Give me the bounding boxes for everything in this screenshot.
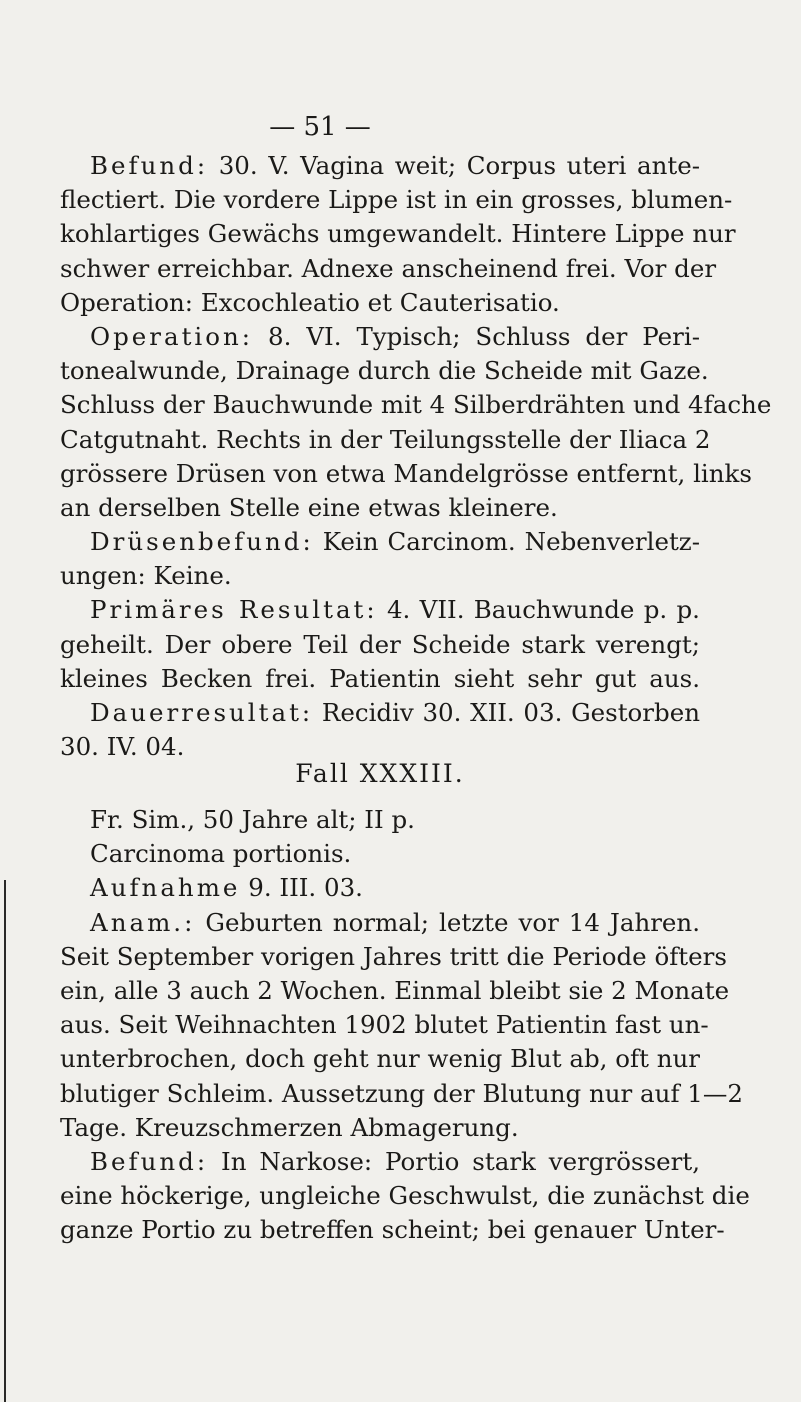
text-line: grössere Drüsen von etwa Mandelgrösse entfernt, links (60, 458, 752, 488)
text-line: blutiger Schleim. Aussetzung der Blutung nur auf 1—2 (60, 1078, 743, 1108)
primaeres-resultat-label: Primäres Resultat: (90, 595, 378, 625)
text-line (60, 1145, 700, 1179)
text-span: Recidiv 30. XII. 03. Gestorben (321, 698, 700, 727)
befund-label: Befund: (90, 1146, 209, 1176)
text-line (60, 593, 700, 627)
text-span: 30. V. Vagina weit; Corpus uteri ante- (218, 151, 700, 180)
text-span: In Narkose: Portio stark vergrössert, (221, 1146, 700, 1176)
text-line: tonealwunde, Drainage durch die Scheide mit Gaze. (60, 356, 709, 386)
text-line: Seit September vorigen Jahres tritt die Periode öfters (60, 941, 727, 971)
text-span: 8. VI. Typisch; Schluss der Peri- (268, 321, 700, 351)
text-line: kohlartiges Gewächs umgewandelt. Hintere Lippe nur (60, 219, 736, 249)
text-line: unterbrochen, doch geht nur wenig Blut ab, oft nur (60, 1044, 700, 1074)
text-line (60, 525, 700, 559)
anamnese-label: Anam.: (90, 907, 196, 937)
page-edge-line (4, 880, 6, 1402)
text-line: 30. IV. 04. (60, 732, 185, 762)
text-line: Catgutnaht. Rechts in der Teilungsstelle der Iliaca 2 (60, 424, 711, 454)
text-line: ungen: Keine. (60, 561, 232, 591)
case-heading: Fall XXXIII. (295, 759, 465, 788)
section-fall-32-results (60, 149, 772, 764)
text-line: geheilt. Der obere Teil der Scheide stark verengt; (60, 629, 700, 659)
text-line: Tage. Kreuzschmerzen Abmagerung. (60, 1112, 519, 1142)
druesenbefund-label: Drüsenbefund: (90, 527, 314, 557)
text-line: aus. Seit Weihnachten 1902 blutet Patientin fast un- (60, 1010, 709, 1040)
text-span: 9. III. 03. (248, 873, 363, 903)
text-line (60, 149, 700, 183)
text-line: kleines Becken frei. Patientin sieht sehr gut aus. (60, 663, 700, 693)
text-span: Geburten normal; letzte vor 14 Jahren. (205, 907, 701, 937)
operation-label: Operation: (90, 321, 254, 351)
patient-line: Fr. Sim., 50 Jahre alt; II p. (90, 805, 415, 834)
dauerresultat-label: Dauerresultat: (90, 698, 314, 727)
text-span: Kein Carcinom. Nebenverletz- (322, 527, 700, 557)
text-span: 4. VII. Bauchwunde p. p. (386, 595, 700, 625)
text-line: eine höckerige, ungleiche Geschwulst, die zunächst die (60, 1181, 750, 1211)
diagnosis-line: Carcinoma portionis. (90, 839, 352, 869)
text-line (60, 906, 700, 940)
text-line: ganze Portio zu betreffen scheint; bei genauer Unter- (60, 1215, 725, 1245)
text-line (60, 696, 700, 730)
aufnahme-label: Aufnahme (90, 873, 241, 903)
page-number: — 51 — (269, 112, 371, 142)
text-line (60, 871, 700, 905)
text-line (60, 320, 700, 354)
text-line: an derselben Stelle eine etwas kleinere. (60, 492, 558, 522)
text-line: ein, alle 3 auch 2 Wochen. Einmal bleibt sie 2 Monate (60, 975, 730, 1005)
text-line: Schluss der Bauchwunde mit 4 Silberdrähten und 4fache (60, 390, 772, 420)
befund-label: Befund: (90, 151, 209, 180)
text-line: Operation: Excochleatio et Cauterisatio. (60, 287, 560, 317)
text-line: flectiert. Die vordere Lippe ist in ein grosses, blumen- (60, 185, 733, 215)
section-fall-33 (60, 803, 750, 1247)
text-line: schwer erreichbar. Adnexe anscheinend frei. Vor der (60, 253, 717, 283)
